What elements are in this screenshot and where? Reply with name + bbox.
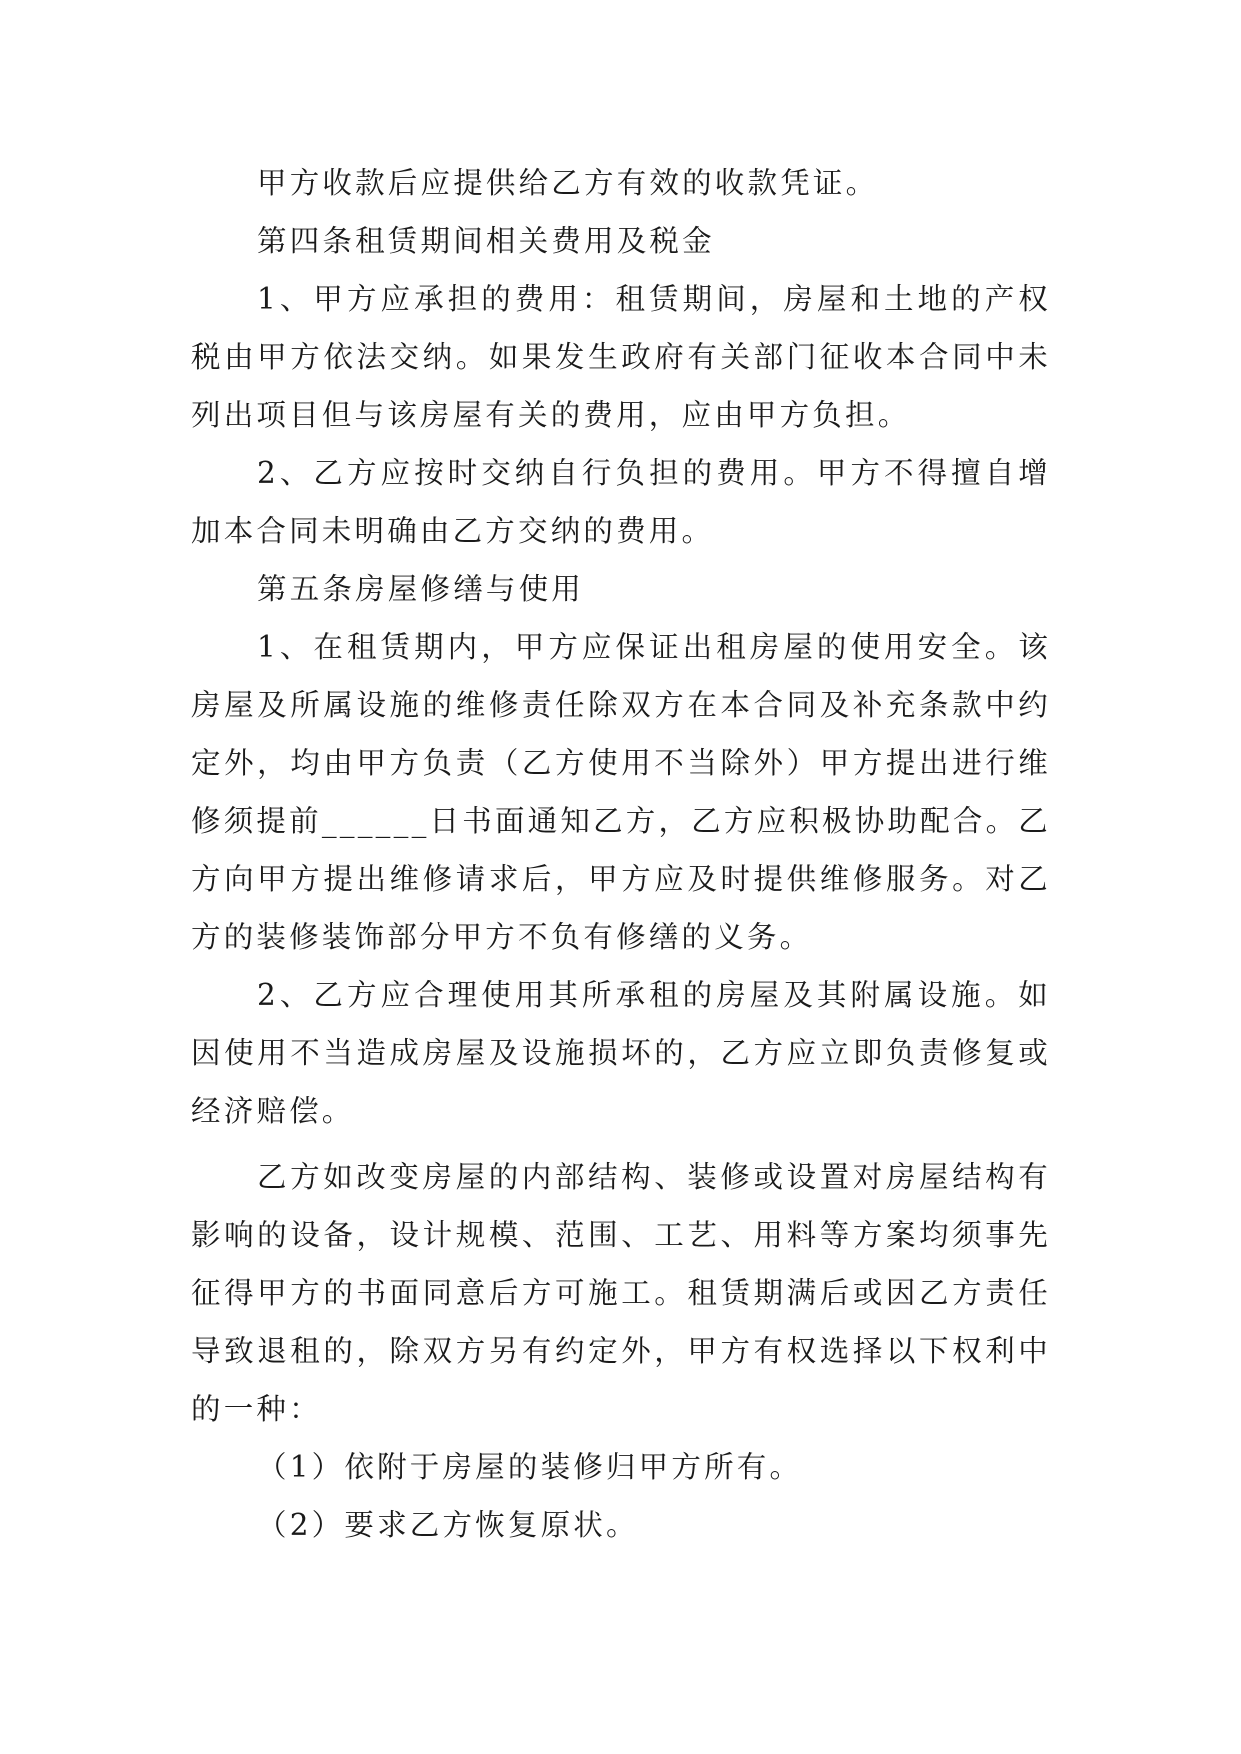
paragraph-receipt: 甲方收款后应提供给乙方有效的收款凭证。 [257, 166, 879, 200]
paragraph-option-2: （2）要求乙方恢复原状。 [257, 1508, 639, 1542]
paragraph-option-1: （1）依附于房屋的装修归甲方所有。 [257, 1450, 803, 1484]
paragraph-article-4-item-2: 2、乙方应按时交纳自行负担的费用。甲方不得擅自增加本合同未明确由乙方交纳的费用。 [191, 456, 1051, 548]
document-body [191, 154, 1051, 1554]
paragraph-renovation: 乙方如改变房屋的内部结构、装修或设置对房屋结构有影响的设备，设计规模、范围、工艺、用料等方案均须事先征得甲方的书面同意后方可施工。租赁期满后或因乙方责任导致退租的，除双方另有约定外，甲方有权选择以下权利中的一种： [191, 1160, 1051, 1426]
heading-article-5: 第五条房屋修缮与使用 [257, 572, 585, 606]
heading-article-4: 第四条租赁期间相关费用及税金 [257, 224, 715, 258]
paragraph-article-5-item-1: 1、在租赁期内，甲方应保证出租房屋的使用安全。该房屋及所属设施的维修责任除双方在本合同及补充条款中约定外，均由甲方负责（乙方使用不当除外）甲方提出进行维修须提前______日书面通知乙方，乙方应积极协助配合。乙方向甲方提出维修请求后，甲方应及时提供维修服务。对乙方的装修装饰部分甲方不负有修缮的义务。 [191, 630, 1051, 954]
paragraph-article-4-item-1: 1、甲方应承担的费用：租赁期间，房屋和土地的产权税由甲方依法交纳。如果发生政府有关部门征收本合同中未列出项目但与该房屋有关的费用，应由甲方负担。 [191, 282, 1051, 432]
paragraph-article-5-item-2: 2、乙方应合理使用其所承租的房屋及其附属设施。如因使用不当造成房屋及设施损坏的，乙方应立即负责修复或经济赔偿。 [191, 978, 1051, 1128]
